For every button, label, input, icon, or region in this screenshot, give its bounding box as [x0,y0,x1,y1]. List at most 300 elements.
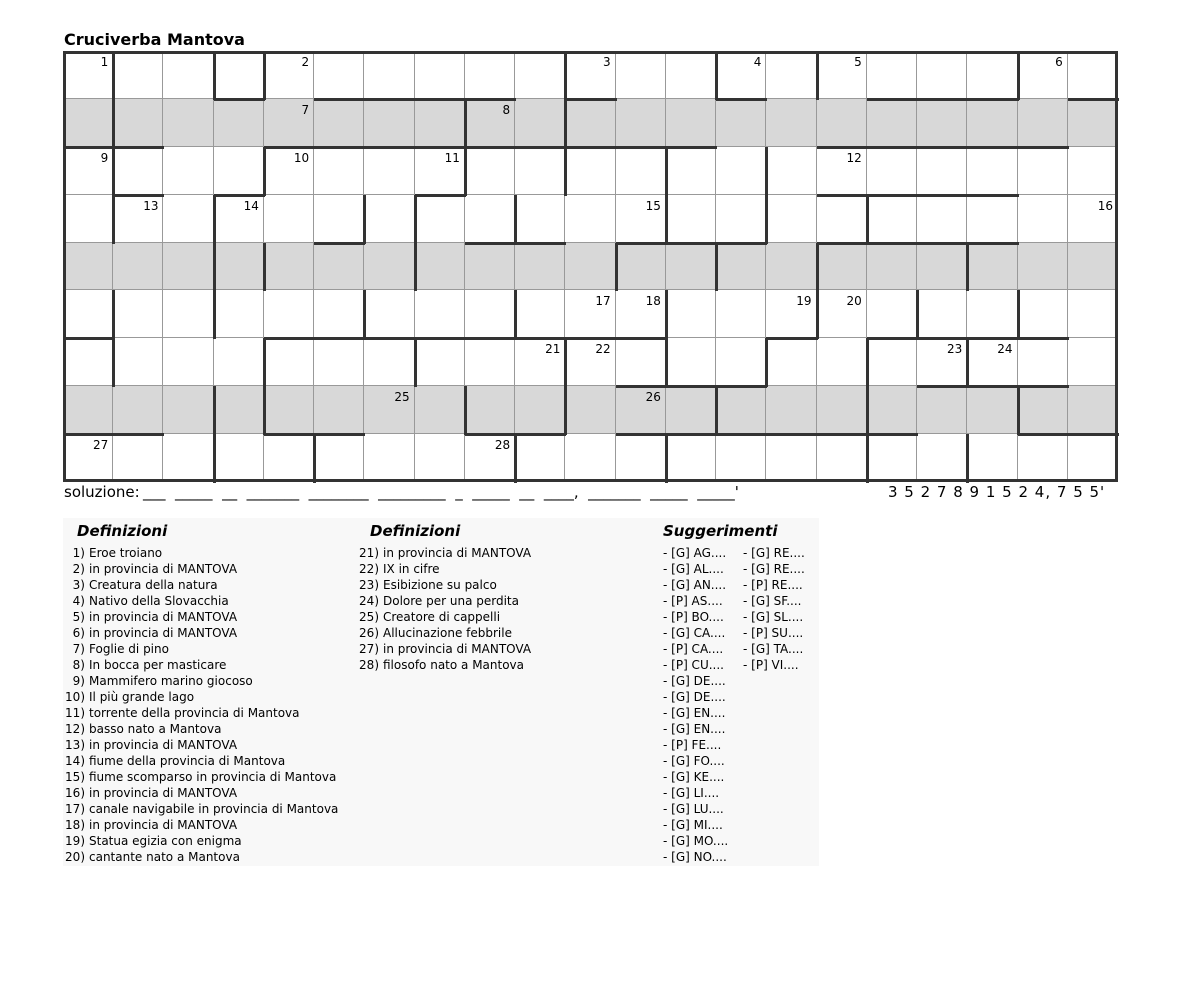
grid-wall [565,146,616,149]
grid-cell[interactable] [766,195,816,243]
grid-wall [917,194,968,197]
grid-cell[interactable] [867,195,917,243]
grid-wall [564,99,567,148]
grid-wall [665,434,668,483]
grid-cell[interactable] [163,434,213,482]
grid-cell[interactable] [616,338,666,386]
grid-cell[interactable] [163,51,213,99]
clue-item-text: Foglie di pino [89,642,169,656]
hint-item: - [G] SL.... [743,610,804,624]
clue-item [63,593,338,609]
grid-cell[interactable] [666,290,716,338]
clue-item [63,849,338,865]
grid-cell[interactable] [515,99,565,147]
clue-number: 5 [854,55,862,69]
grid-cell[interactable] [716,243,766,291]
grid-cell[interactable] [415,147,465,195]
grid-cell[interactable] [163,99,213,147]
grid-cell[interactable] [565,51,615,99]
grid-cell[interactable] [264,434,314,482]
grid-cell[interactable] [113,195,163,243]
clue-number: 28 [494,438,511,453]
grid-wall [263,51,266,100]
grid-cell[interactable] [817,51,867,99]
grid-cell[interactable] [817,338,867,386]
grid-cell[interactable] [716,51,766,99]
grid-cell[interactable] [1018,243,1068,291]
grid-wall [113,194,164,197]
grid-wall [967,385,1018,388]
grid-wall [765,147,768,196]
grid-cell[interactable] [666,51,716,99]
grid-wall [665,290,668,339]
grid-wall [665,147,668,196]
grid-cell[interactable] [766,434,816,482]
grid-cell[interactable] [264,290,314,338]
grid-cell[interactable] [565,99,615,147]
grid-wall [564,147,567,196]
grid-cell[interactable] [63,290,113,338]
grid-cell[interactable] [465,195,515,243]
clue-number: 26 [645,390,661,405]
clue-item [357,577,531,593]
grid-cell[interactable] [415,434,465,482]
grid-cell[interactable] [565,147,615,195]
grid-cell[interactable] [565,338,615,386]
grid-cell[interactable] [1068,147,1118,195]
grid-wall [414,243,417,292]
grid-cell[interactable] [1018,290,1068,338]
crossword-grid[interactable] [63,51,1118,482]
grid-cell[interactable] [917,290,967,338]
grid-cell[interactable] [214,147,264,195]
clue-item-text: In bocca per masticare [89,658,227,672]
grid-wall [113,433,164,436]
hint-item: - [G] AL.... [663,562,724,576]
grid-cell[interactable] [1018,147,1068,195]
grid-cell[interactable] [63,338,113,386]
clue-item [63,817,338,833]
grid-cell[interactable] [415,338,465,386]
clue-number: 20 [846,294,862,309]
grid-cell[interactable] [666,434,716,482]
grid-cell[interactable] [415,243,465,291]
grid-cell[interactable] [415,290,465,338]
grid-cell[interactable] [917,99,967,147]
clue-item-number: 2) [72,562,85,576]
grid-cell[interactable] [666,338,716,386]
grid-cell[interactable] [113,99,163,147]
grid-cell[interactable] [214,386,264,434]
grid-wall [565,98,616,101]
grid-cell[interactable] [314,386,364,434]
grid-cell[interactable] [63,99,113,147]
grid-cell[interactable] [716,338,766,386]
grid-cell[interactable] [867,434,917,482]
grid-cell[interactable] [716,434,766,482]
grid-wall [515,242,566,245]
grid-wall [63,51,1118,54]
grid-cell[interactable] [616,434,666,482]
clue-item [357,545,531,561]
grid-cell[interactable] [113,338,163,386]
grid-wall [112,51,115,100]
grid-cell[interactable] [314,99,364,147]
clue-item-text: Eroe troiano [89,546,163,560]
grid-cell[interactable] [415,386,465,434]
hint-list-2 [743,545,805,673]
clue-number: 16 [1097,198,1113,213]
grid-cell[interactable] [465,338,515,386]
grid-wall [967,98,1018,101]
grid-cell[interactable] [1068,51,1118,99]
grid-wall [867,433,918,436]
grid-cell[interactable] [364,434,414,482]
grid-wall [314,433,365,436]
grid-cell[interactable] [113,290,163,338]
grid-cell[interactable] [113,147,163,195]
grid-cell[interactable] [817,195,867,243]
grid-cell[interactable] [113,51,163,99]
grid-wall [564,386,567,435]
grid-cell[interactable] [917,386,967,434]
grid-cell[interactable] [616,51,666,99]
grid-wall [866,386,869,435]
clue-item-number: 22) [359,562,379,576]
grid-cell[interactable] [1068,243,1118,291]
grid-cell[interactable] [917,195,967,243]
grid-cell[interactable] [364,195,414,243]
hint-item: - [P] SU.... [743,626,804,640]
grid-cell[interactable] [817,290,867,338]
grid-wall [63,51,66,482]
clue-item-number: 21) [359,546,379,560]
grid-cell[interactable] [716,386,766,434]
grid-cell[interactable] [465,147,515,195]
grid-wall [816,290,819,339]
grid-cell[interactable] [364,51,414,99]
grid-cell[interactable] [766,386,816,434]
grid-wall [615,243,618,292]
grid-cell[interactable] [1018,338,1068,386]
grid-wall [514,195,517,244]
grid-cell[interactable] [917,243,967,291]
grid-cell[interactable] [967,99,1017,147]
grid-cell[interactable] [967,434,1017,482]
grid-cell[interactable] [264,243,314,291]
grid-wall [1018,433,1069,436]
grid-cell[interactable] [314,51,364,99]
grid-cell[interactable] [666,386,716,434]
grid-wall [314,98,365,101]
grid-wall [263,243,266,292]
grid-cell[interactable] [113,243,163,291]
grid-cell[interactable] [364,386,414,434]
grid-wall [63,146,114,149]
grid-cell[interactable] [163,243,213,291]
grid-cell[interactable] [967,51,1017,99]
grid-cell[interactable] [1018,51,1068,99]
grid-cell[interactable] [364,243,414,291]
grid-wall [514,434,517,483]
grid-cell[interactable] [766,338,816,386]
grid-cell[interactable] [817,147,867,195]
hint-item: - [P] RE.... [743,578,803,592]
grid-cell[interactable] [616,243,666,291]
grid-cell[interactable] [515,195,565,243]
grid-cell[interactable] [867,147,917,195]
grid-cell[interactable] [163,338,213,386]
grid-cell[interactable] [364,147,414,195]
clue-item-text: Nativo della Slovacchia [89,594,229,608]
grid-cell[interactable] [716,195,766,243]
grid-cell[interactable] [515,386,565,434]
grid-cell[interactable] [817,243,867,291]
grid-cell[interactable] [264,338,314,386]
grid-cell[interactable] [565,290,615,338]
grid-cell[interactable] [616,99,666,147]
grid-cell[interactable] [817,99,867,147]
grid-cell[interactable] [967,147,1017,195]
clue-item-text: cantante nato a Mantova [89,850,240,864]
grid-cell[interactable] [565,243,615,291]
grid-cell[interactable] [113,386,163,434]
grid-cell[interactable] [163,195,213,243]
grid-cell[interactable] [967,386,1017,434]
grid-cell[interactable] [415,195,465,243]
grid-cell[interactable] [264,195,314,243]
grid-cell[interactable] [666,243,716,291]
grid-cell[interactable] [515,338,565,386]
grid-cell[interactable] [264,99,314,147]
clue-item [63,641,338,657]
clue-item-text: Creatura della natura [89,578,218,592]
grid-cell[interactable] [515,243,565,291]
grid-cell[interactable] [967,338,1017,386]
clue-item-number: 14) [65,754,85,768]
grid-cell[interactable] [766,147,816,195]
clue-item-number: 26) [359,626,379,640]
grid-cell[interactable] [63,386,113,434]
grid-cell[interactable] [63,147,113,195]
grid-cell[interactable] [565,195,615,243]
clue-item-text: in provincia di MANTOVA [89,786,238,800]
grid-cell[interactable] [163,386,213,434]
grid-cell[interactable] [917,51,967,99]
grid-wall [616,385,667,388]
grid-cell[interactable] [63,51,113,99]
grid-cell[interactable] [716,290,766,338]
grid-cell[interactable] [565,434,615,482]
grid-cell[interactable] [364,99,414,147]
grid-cell[interactable] [666,195,716,243]
grid-cell[interactable] [465,290,515,338]
grid-cell[interactable] [817,434,867,482]
hint-item: - [G] NO.... [663,850,727,864]
grid-cell[interactable] [867,290,917,338]
grid-wall [465,242,516,245]
grid-cell[interactable] [465,51,515,99]
clue-list-2 [357,545,531,673]
grid-cell[interactable] [1068,338,1118,386]
grid-cell[interactable] [616,195,666,243]
grid-cell[interactable] [214,99,264,147]
grid-cell[interactable] [465,99,515,147]
clue-item [63,769,338,785]
grid-cell[interactable] [565,386,615,434]
solution-label: soluzione: [64,483,140,501]
grid-cell[interactable] [616,147,666,195]
grid-cell[interactable] [1018,195,1068,243]
grid-wall [966,243,969,292]
clue-item-number: 13) [65,738,85,752]
grid-cell[interactable] [314,338,364,386]
clue-item-text: in provincia di MANTOVA [89,818,238,832]
grid-cell[interactable] [666,99,716,147]
grid-wall [314,242,365,245]
grid-wall [666,385,717,388]
grid-cell[interactable] [917,147,967,195]
grid-cell[interactable] [817,386,867,434]
grid-cell[interactable] [867,51,917,99]
hint-item: - [P] VI.... [743,658,799,672]
grid-cell[interactable] [867,99,917,147]
clue-item-number: 5) [72,610,85,624]
hint-item: - [G] DE.... [663,690,726,704]
grid-wall [113,146,164,149]
grid-cell[interactable] [214,434,264,482]
grid-wall [112,99,115,148]
grid-cell[interactable] [465,386,515,434]
grid-cell[interactable] [364,290,414,338]
grid-cell[interactable] [515,434,565,482]
grid-wall [715,243,718,292]
grid-cell[interactable] [716,99,766,147]
clue-item-number: 23) [359,578,379,592]
grid-cell[interactable] [515,290,565,338]
grid-cell[interactable] [314,195,364,243]
grid-cell[interactable] [415,51,465,99]
grid-cell[interactable] [1068,386,1118,434]
grid-cell[interactable] [766,290,816,338]
grid-wall [867,194,918,197]
grid-cell[interactable] [163,290,213,338]
grid-cell[interactable] [63,243,113,291]
grid-cell[interactable] [616,386,666,434]
clue-number: 21 [545,342,561,357]
grid-wall [817,242,868,245]
grid-cell[interactable] [113,434,163,482]
grid-cell[interactable] [867,338,917,386]
grid-wall [515,433,566,436]
clue-item-text: in provincia di MANTOVA [89,562,238,576]
grid-cell[interactable] [666,147,716,195]
grid-cell[interactable] [967,195,1017,243]
grid-cell[interactable] [465,243,515,291]
clue-item [63,753,338,769]
grid-cell[interactable] [867,386,917,434]
grid-cell[interactable] [967,243,1017,291]
grid-cell[interactable] [515,51,565,99]
grid-cell[interactable] [1068,434,1118,482]
grid-cell[interactable] [1018,386,1068,434]
grid-cell[interactable] [214,195,264,243]
grid-cell[interactable] [1068,99,1118,147]
grid-cell[interactable] [264,147,314,195]
grid-wall [213,290,216,339]
clue-item-number: 17) [65,802,85,816]
grid-cell[interactable] [63,434,113,482]
clue-item [357,657,531,673]
grid-cell[interactable] [967,290,1017,338]
grid-cell[interactable] [766,51,816,99]
clue-item-number: 3) [72,578,85,592]
grid-wall [63,433,114,436]
grid-cell[interactable] [1018,99,1068,147]
clues-panel [63,518,819,866]
grid-cell[interactable] [917,434,967,482]
clue-item-number: 4) [72,594,85,608]
solution-blanks[interactable]: ___ _____ __ _______ ________ _________ _ _____ __ ____, _______ _____ _____' [143,483,739,501]
grid-cell[interactable] [766,243,816,291]
grid-wall [917,385,968,388]
grid-cell[interactable] [214,338,264,386]
grid-cell[interactable] [616,290,666,338]
grid-wall [213,51,216,100]
clue-item-text: Mammifero marino giocoso [89,674,253,688]
grid-cell[interactable] [314,147,364,195]
grid-cell[interactable] [63,195,113,243]
grid-cell[interactable] [214,243,264,291]
clue-number: 19 [796,294,812,309]
clue-number: 22 [595,342,611,357]
grid-cell[interactable] [415,99,465,147]
grid-cell[interactable] [515,147,565,195]
grid-wall [415,194,466,197]
grid-cell[interactable] [314,290,364,338]
grid-cell[interactable] [264,51,314,99]
clue-item-text: Il più grande lago [89,690,195,704]
clue-number: 11 [444,150,460,165]
grid-cell[interactable] [917,338,967,386]
grid-cell[interactable] [465,434,515,482]
grid-cell[interactable] [716,147,766,195]
grid-cell[interactable] [163,147,213,195]
grid-cell[interactable] [264,386,314,434]
clue-item-number: 25) [359,610,379,624]
grid-cell[interactable] [1068,290,1118,338]
clue-item-number: 11) [65,706,85,720]
clue-item-number: 1) [72,546,85,560]
grid-cell[interactable] [1068,195,1118,243]
grid-cell[interactable] [214,290,264,338]
grid-cell[interactable] [867,243,917,291]
grid-wall [112,338,115,387]
clue-item [63,673,338,689]
grid-wall [112,195,115,244]
grid-cell[interactable] [314,243,364,291]
grid-cell[interactable] [364,338,414,386]
grid-cell[interactable] [314,434,364,482]
grid-wall [213,386,216,435]
grid-wall [1017,51,1020,100]
grid-cell[interactable] [766,99,816,147]
clue-number: 12 [846,150,862,165]
clue-item-text: in provincia di MANTOVA [89,610,238,624]
grid-wall [666,146,717,149]
grid-cell[interactable] [1018,434,1068,482]
grid-cell[interactable] [214,51,264,99]
